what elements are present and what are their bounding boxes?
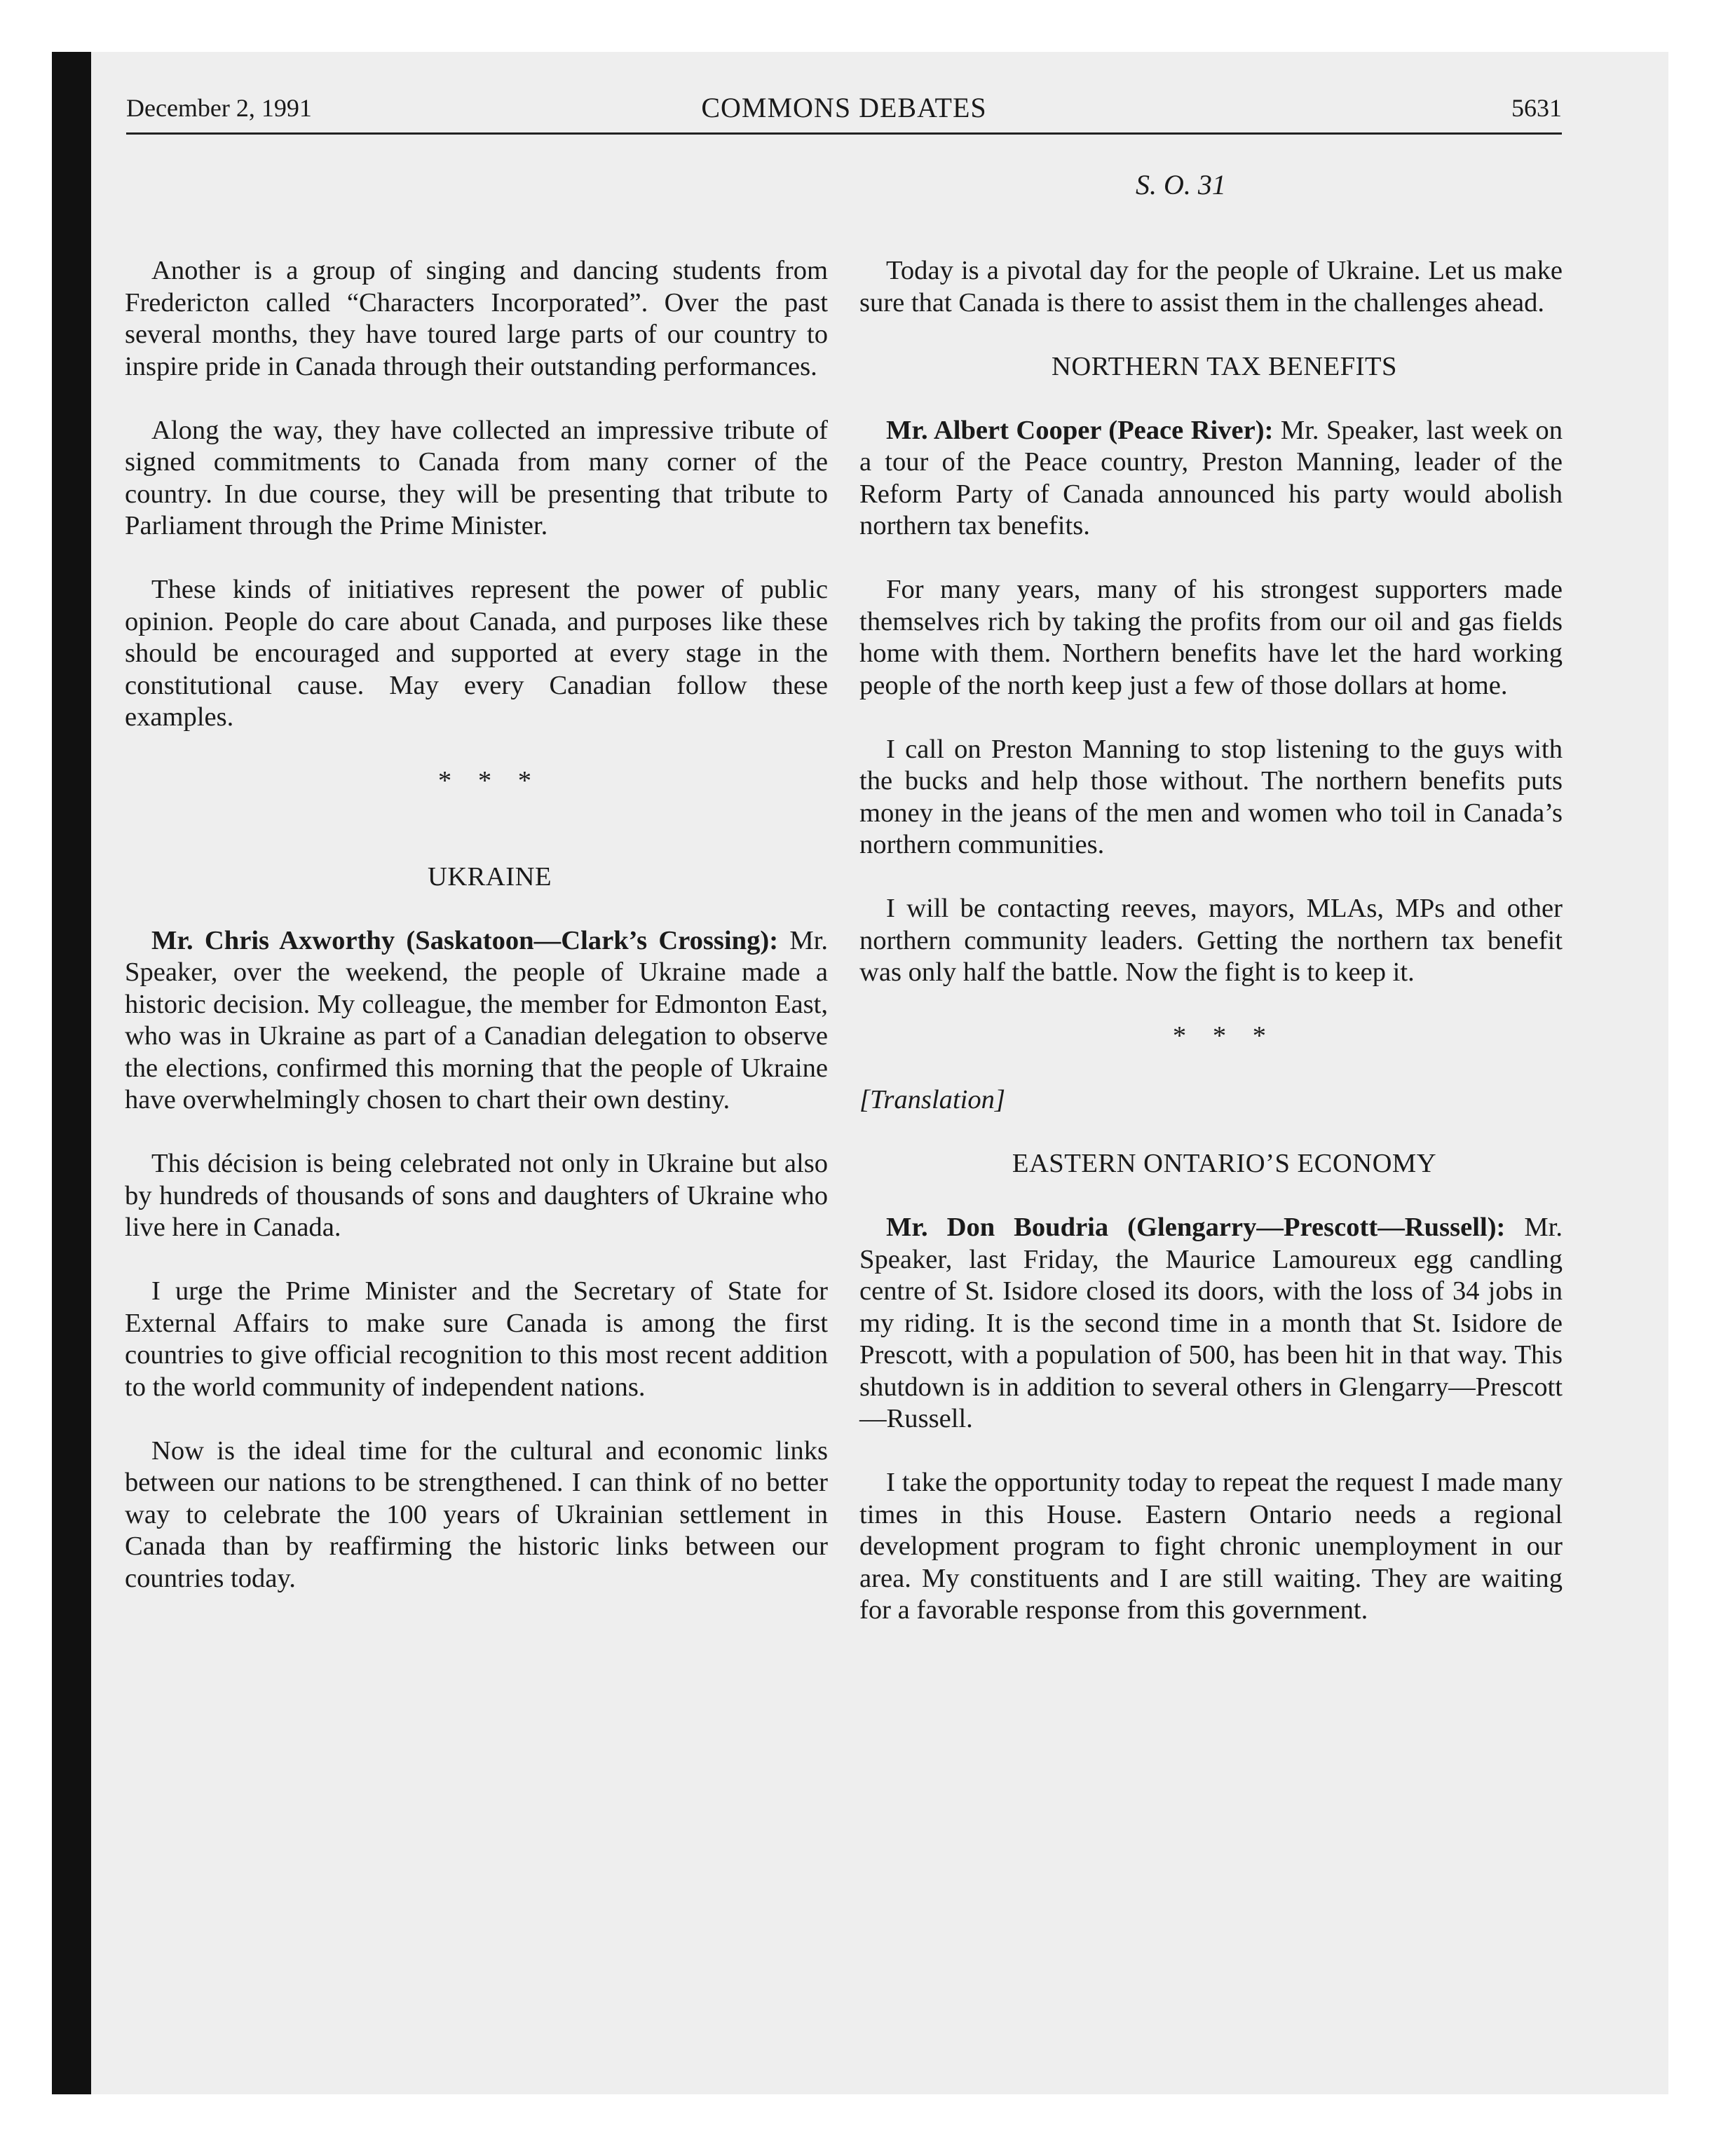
section-reference: S. O. 31	[1136, 169, 1226, 200]
paragraph: Another is a group of singing and dancing students from Fredericton called “Characters Incorporated”. Over the past several months, they have toured large parts of our country to inspire pride in Canada through their outstanding performances.	[125, 256, 828, 381]
paragraph: This décision is being celebrated not only in Ukraine but also by hundreds of thousands of sons and daughters of Ukraine who live here in Canada.	[125, 1149, 828, 1242]
paragraph: For many years, many of his strongest supporters made themselves rich by taking the profits from our oil and gas fields home with them. Northern benefits have let the hard working people of the north keep just a few of those dollars at home.	[859, 575, 1563, 700]
translation-note: [Translation]	[859, 1085, 1005, 1114]
section-heading-northern-tax: NORTHERN TAX BENEFITS	[1051, 351, 1398, 381]
section-heading-ukraine: UKRAINE	[427, 861, 552, 892]
paragraph: I urge the Prime Minister and the Secretary of State for External Affairs to make sure Canada is among the first countries to give official recognition to this most recent addition to the world community of independent nations.	[125, 1276, 828, 1402]
paragraph: I call on Preston Manning to stop listening to the guys with the bucks and help those without. The northern benefits puts money in the jeans of the men and women who toil in Canada’s northern communities.	[859, 734, 1563, 859]
section-separator: * * *	[1172, 1021, 1277, 1051]
paragraph: Today is a pivotal day for the people of Ukraine. Let us make sure that Canada is there to assist them in the challenges ahead.	[859, 256, 1563, 318]
paragraph	[125, 925, 828, 1117]
paragraph	[859, 415, 1563, 543]
speech-text: Mr. Speaker, over the weekend, the people of Ukraine made a historic decision. My colleague, the member for Edmonton East, who was in Ukraine as part of a Canadian delegation to observe the elections, confirmed this morning that the people of Ukraine have overwhelmingly chosen to chart their own destiny.	[125, 925, 828, 1114]
header-date: December 2, 1991	[126, 94, 312, 122]
speaker-name: Mr. Don Boudria (Glengarry—Prescott—Russell):	[886, 1213, 1506, 1242]
speech-text: Mr. Speaker, last week on a tour of the Peace country, Preston Manning, leader of the Reform Party of Canada announced his party would abolish northern tax benefits.	[859, 415, 1563, 540]
paragraph: These kinds of initiatives represent the power of public opinion. People do care about Canada, and purposes like these should be encouraged and supported at every stage in the constitutional cause. May every Canadian follow these examples.	[125, 575, 828, 732]
binding-edge	[52, 52, 91, 2094]
speaker-name: Mr. Albert Cooper (Peace River):	[886, 415, 1274, 445]
paragraph: I take the opportunity today to repeat the request I made many times in this House. Eastern Ontario needs a regional development program to fight chronic unemployment in our area. My constituents and I are still waiting. They are waiting for a favorable response from this government.	[859, 1468, 1563, 1625]
paragraph: Now is the ideal time for the cultural and economic links between our nations to be strengthened. I can think of no better way to celebrate the 100 years of Ukrainian settlement in Canada than by reaffirming the historic links between our countries today.	[125, 1435, 828, 1593]
paragraph: I will be contacting reeves, mayors, MLAs, MPs and other northern community leaders. Getting the northern tax benefit was only half the battle. Now the fight is to keep it.	[859, 894, 1563, 987]
paragraph: Along the way, they have collected an impressive tribute of signed commitments to Canada from many corner of the country. In due course, they will be presenting that tribute to Parliament through the Prime Minister.	[125, 415, 828, 540]
header-rule	[126, 132, 1562, 135]
page-header	[126, 93, 1562, 123]
paragraph	[859, 1212, 1563, 1435]
header-title: COMMONS DEBATES	[701, 92, 987, 123]
section-separator: * * *	[437, 766, 542, 796]
section-heading-eastern-ontario: EASTERN ONTARIO’S ECONOMY	[1012, 1149, 1437, 1178]
right-column	[859, 255, 1563, 1627]
speech-text: Mr. Speaker, last Friday, the Maurice Lamoureux egg candling centre of St. Isidore closed its doors, with the loss of 34 jobs in my riding. It is the second time in a month that St. Isidore de Prescott, with a population of 500, has been hit in that way. This shutdown is in addition to several others in Glengarry—Prescott—Russell.	[859, 1213, 1563, 1433]
speaker-name: Mr. Chris Axworthy (Saskatoon—Clark’s Crossing):	[151, 925, 779, 955]
header-page-number: 5631	[1511, 94, 1562, 122]
left-column	[125, 255, 828, 1595]
